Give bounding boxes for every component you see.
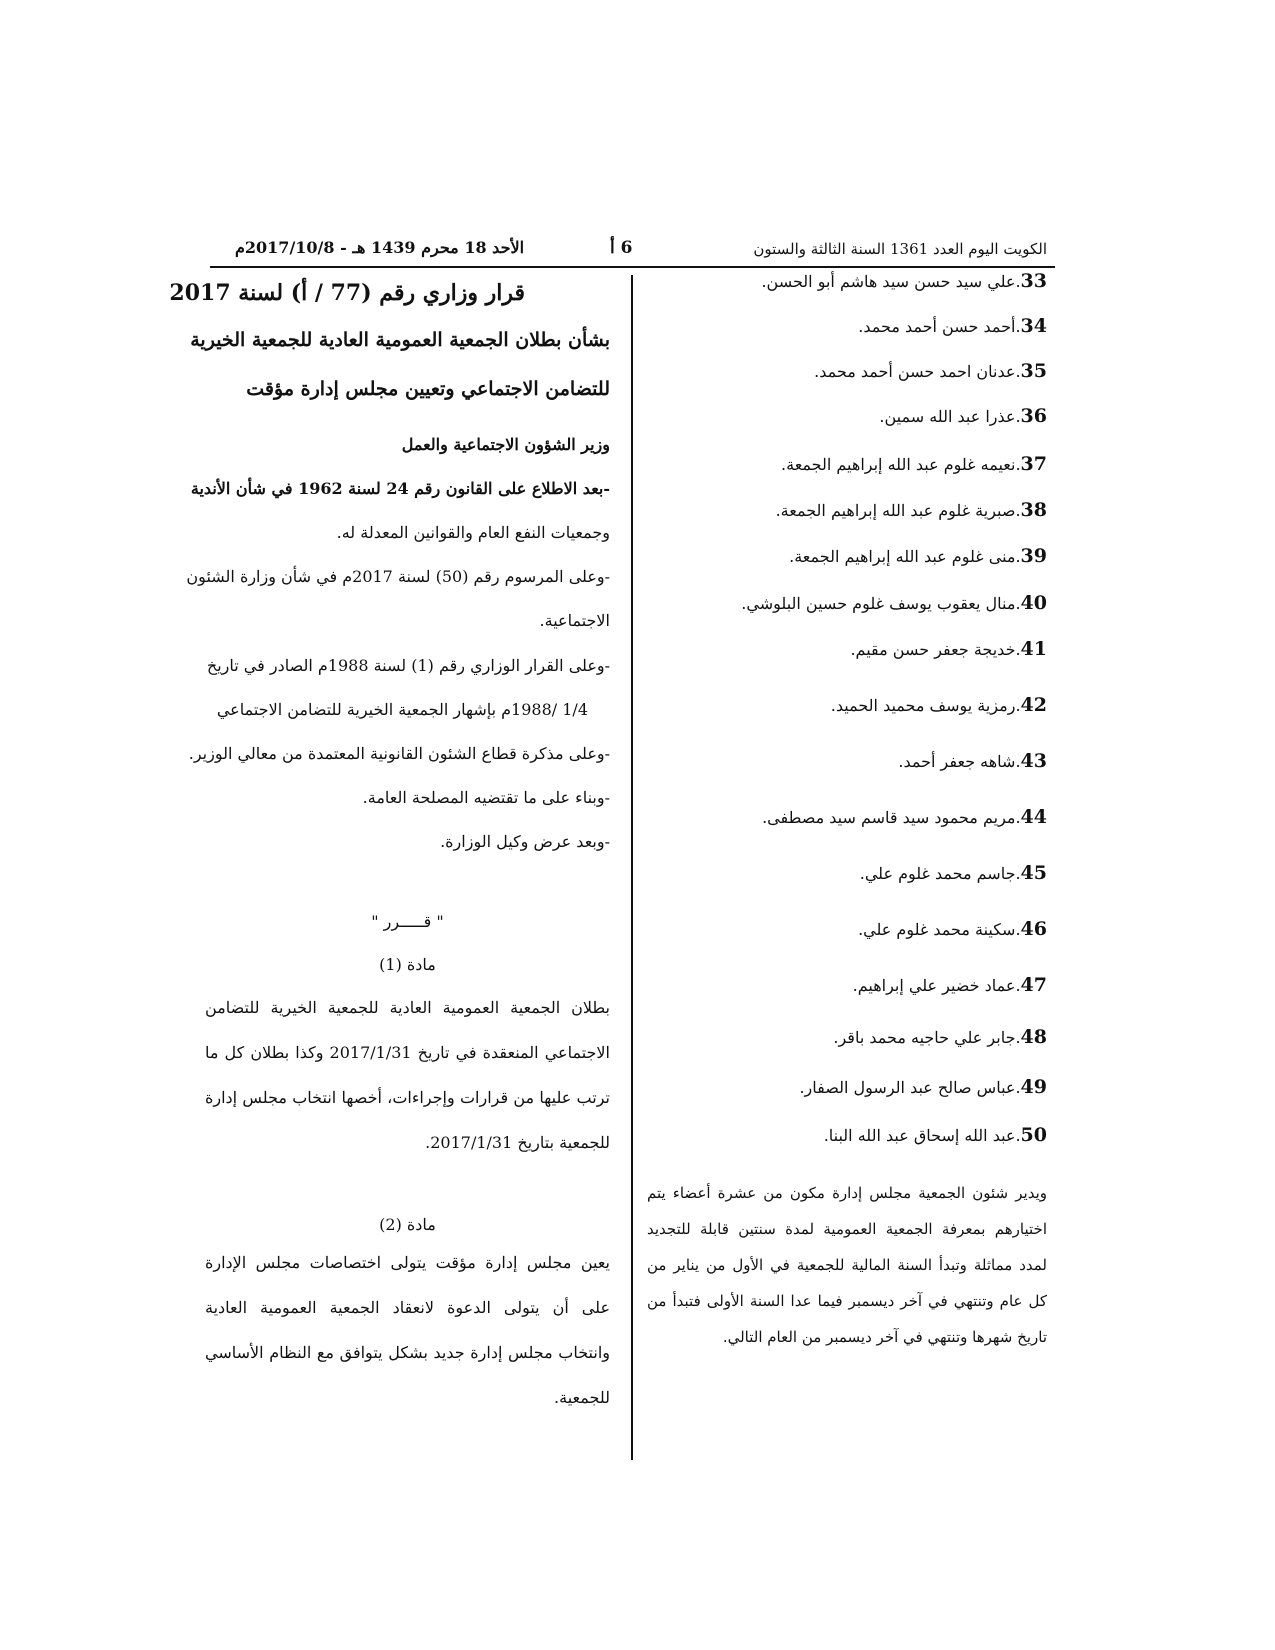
list-item: 47.عماد خضير علي إبراهيم.	[852, 974, 1047, 996]
list-item: 40.منال يعقوب يوسف غلوم حسين البلوشي.	[741, 592, 1047, 614]
header-date: الأحد 18 محرم 1439 هـ - 2017/10/8م	[235, 238, 525, 257]
preamble-line: 1/4 /1988م بإشهار الجمعية الخيرية للتضامن الاجتماعي	[216, 700, 588, 719]
header-publication: الكويت اليوم العدد 1361 السنة الثالثة والستون	[753, 240, 1047, 258]
list-item: 42.رمزية يوسف محميد الحميد.	[830, 694, 1047, 716]
list-item: 33.علي سيد حسن سيد هاشم أبو الحسن.	[761, 270, 1047, 292]
list-item: 35.عدنان احمد حسن أحمد محمد.	[814, 360, 1047, 382]
preamble-line: -وبناء على ما تقتضيه المصلحة العامة.	[362, 788, 610, 807]
preamble-line: -وبعد عرض وكيل الوزارة.	[440, 832, 610, 851]
list-item: 34.أحمد حسن أحمد محمد.	[858, 315, 1047, 337]
preamble-line: وجمعيات النفع العام والقوانين المعدلة له.	[336, 523, 610, 542]
list-item: 45.جاسم محمد غلوم علي.	[859, 862, 1047, 884]
minister-line: وزير الشؤون الاجتماعية والعمل	[401, 435, 610, 454]
article-1-text: بطلان الجمعية العمومية العادية للجمعية الخيرية للتضامن الاجتماعي المنعقدة في تاريخ 2017/1/31 وكذا بطلان كل ما ترتب عليها من قرارات وإجراءات، أخصها انتخاب مجلس إدارة للجمعية بتاريخ 2017/1/31.	[205, 998, 610, 1152]
decides-heading: " قـــــرر "	[371, 912, 444, 931]
list-item: 38.صبرية غلوم عبد الله إبراهيم الجمعة.	[775, 499, 1047, 521]
list-item: 39.منى غلوم عبد الله إبراهيم الجمعة.	[789, 545, 1047, 567]
column-divider	[631, 275, 633, 1460]
list-item: 48.جابر علي حاجيه محمد باقر.	[833, 1026, 1047, 1048]
preamble-line: الاجتماعية.	[539, 611, 610, 630]
preamble-line: -بعد الاطلاع على القانون رقم 24 لسنة 1962 في شأن الأندية	[190, 479, 610, 498]
board-paragraph: ويدير شئون الجمعية مجلس إدارة مكون من عشرة أعضاء يتم اختيارهم بمعرفة الجمعية العمومية لمدة سنتين قابلة للتجديد لمدد مماثلة وتبدأ السنة المالية للجمعية في الأول من يناير من كل عام وتنتهي في آخر ديسمبر فيما عدا السنة الأولى فتبدأ من تاريخ شهرها وتنتهي في آخر ديسمبر من العام التالي.	[647, 1184, 1047, 1346]
list-item: 36.عذرا عبد الله سمين.	[879, 405, 1047, 427]
decree-subtitle-line-2: للتضامن الاجتماعي وتعيين مجلس إدارة مؤقت	[246, 378, 610, 400]
list-item: 37.نعيمه غلوم عبد الله إبراهيم الجمعة.	[781, 453, 1047, 475]
decree-subtitle-line-1: بشأن بطلان الجمعية العمومية العادية للجمعية الخيرية	[190, 329, 610, 351]
page-header	[210, 236, 1055, 268]
article-1-title: مادة (1)	[379, 955, 436, 974]
decree-title: قرار وزاري رقم (77 / أ) لسنة 2017	[169, 280, 525, 306]
list-item: 44.مريم محمود سيد قاسم سيد مصطفى.	[762, 806, 1047, 828]
list-item: 41.خديجة جعفر حسن مقيم.	[850, 638, 1047, 660]
article-2-title: مادة (2)	[379, 1215, 436, 1234]
list-item: 50.عبد الله إسحاق عبد الله البنا.	[823, 1124, 1047, 1146]
list-item: 43.شاهه جعفر أحمد.	[898, 750, 1047, 772]
preamble-line: -وعلى المرسوم رقم (50) لسنة 2017م في شأن وزارة الشئون	[186, 567, 610, 586]
list-item: 49.عباس صالح عبد الرسول الصفار.	[799, 1076, 1047, 1098]
header-page-number: 6 أ	[610, 238, 633, 258]
preamble-line: -وعلى القرار الوزاري رقم (1) لسنة 1988م الصادر في تاريخ	[206, 656, 610, 675]
article-2-text: يعين مجلس إدارة مؤقت يتولى اختصاصات مجلس الإدارة على أن يتولى الدعوة لانعقاد الجمعية العمومية العادية وانتخاب مجلس إدارة جديد بشكل يتوافق مع النظام الأساسي للجمعية.	[205, 1253, 611, 1407]
preamble-line: -وعلى مذكرة قطاع الشئون القانونية المعتمدة من معالي الوزير.	[188, 744, 610, 763]
list-item: 46.سكينة محمد غلوم علي.	[858, 918, 1047, 940]
